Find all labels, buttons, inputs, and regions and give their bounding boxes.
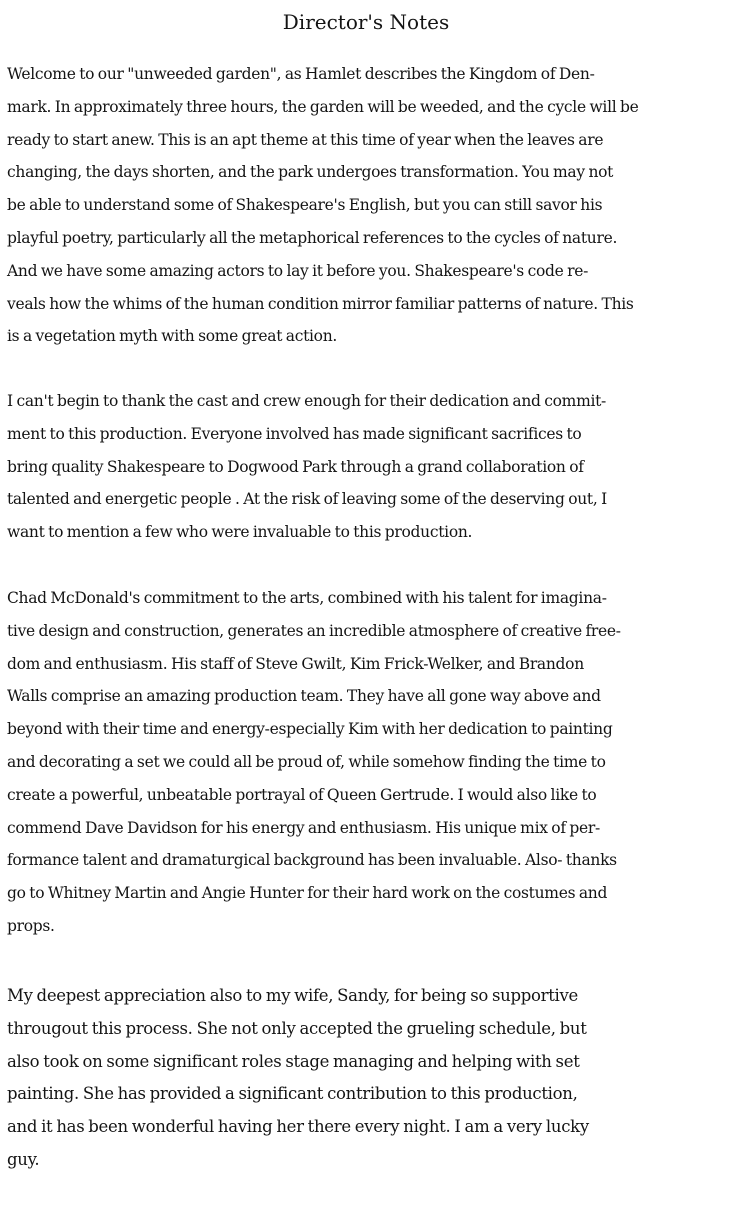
text-line: ment to this production. Everyone involved has made significant sacrifices to [7,424,582,443]
text-line: formance talent and dramaturgical background has been invaluable. Also- thanks [7,851,617,870]
text-line: painting. She has provided a significant contribution to this production, [7,1084,578,1104]
text-line: througout this process. She not only accepted the grueling schedule, but [7,1018,587,1038]
text-line: talented and energetic people . At the risk of leaving some of the deserving out, I [7,490,607,509]
text-line: dom and enthusiasm. His staff of Steve Gwilt, Kim Frick-Welker, and Brandon [7,654,584,673]
text-line: go to Whitney Martin and Angie Hunter for their hard work on the costumes and [7,884,608,903]
text-line: changing, the days shorten, and the park undergoes transformation. You may not [7,163,614,182]
text-line: be able to understand some of Shakespeare's English, but you can still savor his [7,196,603,215]
text-line: beyond with their time and energy-especially Kim with her dedication to painting [7,720,613,739]
paragraph-production-team [7,582,725,943]
text-line: want to mention a few who were invaluable to this production. [7,523,473,542]
paragraph-appreciation-wife [7,980,725,1177]
text-line: Walls comprise an amazing production team. They have all gone way above and [7,687,601,706]
text-line: ready to start anew. This is an apt theme at this time of year when the leaves are [7,130,604,149]
text-line: and it has been wonderful having her there every night. I am a very lucky [7,1117,589,1137]
text-line: create a powerful, unbeatable portrayal of Queen Gertrude. I would also like to [7,785,597,804]
text-line: commend Dave Davidson for his energy and enthusiasm. His unique mix of per- [7,818,600,837]
page-title: Director's Notes [282,10,450,34]
text-line: guy. [7,1149,40,1169]
text-line: tive design and construction, generates an incredible atmosphere of creative free- [7,621,621,640]
text-line: also took on some significant roles stage managing and helping with set [7,1051,580,1071]
paragraph-welcome [7,58,725,353]
text-line: And we have some amazing actors to lay it before you. Shakespeare's code re- [7,261,589,280]
text-line: Welcome to our "unweeded garden", as Hamlet describes the Kingdom of Den- [7,65,595,83]
paragraph-thanks-cast-crew [7,385,725,549]
text-line: bring quality Shakespeare to Dogwood Park through a grand collaboration of [7,457,584,476]
text-line: I can't begin to thank the cast and crew enough for their dedication and commit- [7,392,606,410]
text-line: My deepest appreciation also to my wife, Sandy, for being so supportive [7,986,578,1005]
text-line: veals how the whims of the human condition mirror familiar patterns of nature. This [7,294,634,313]
text-line: playful poetry, particularly all the metaphorical references to the cycles of nature. [7,228,618,247]
text-line: props. [7,916,55,935]
text-line: mark. In approximately three hours, the garden will be weeded, and the cycle will be [7,97,639,116]
text-line: is a vegetation myth with some great action. [7,327,338,346]
text-line: Chad McDonald's commitment to the arts, combined with his talent for imagina- [7,589,607,607]
text-line: and decorating a set we could all be proud of, while somehow finding the time to [7,752,606,771]
